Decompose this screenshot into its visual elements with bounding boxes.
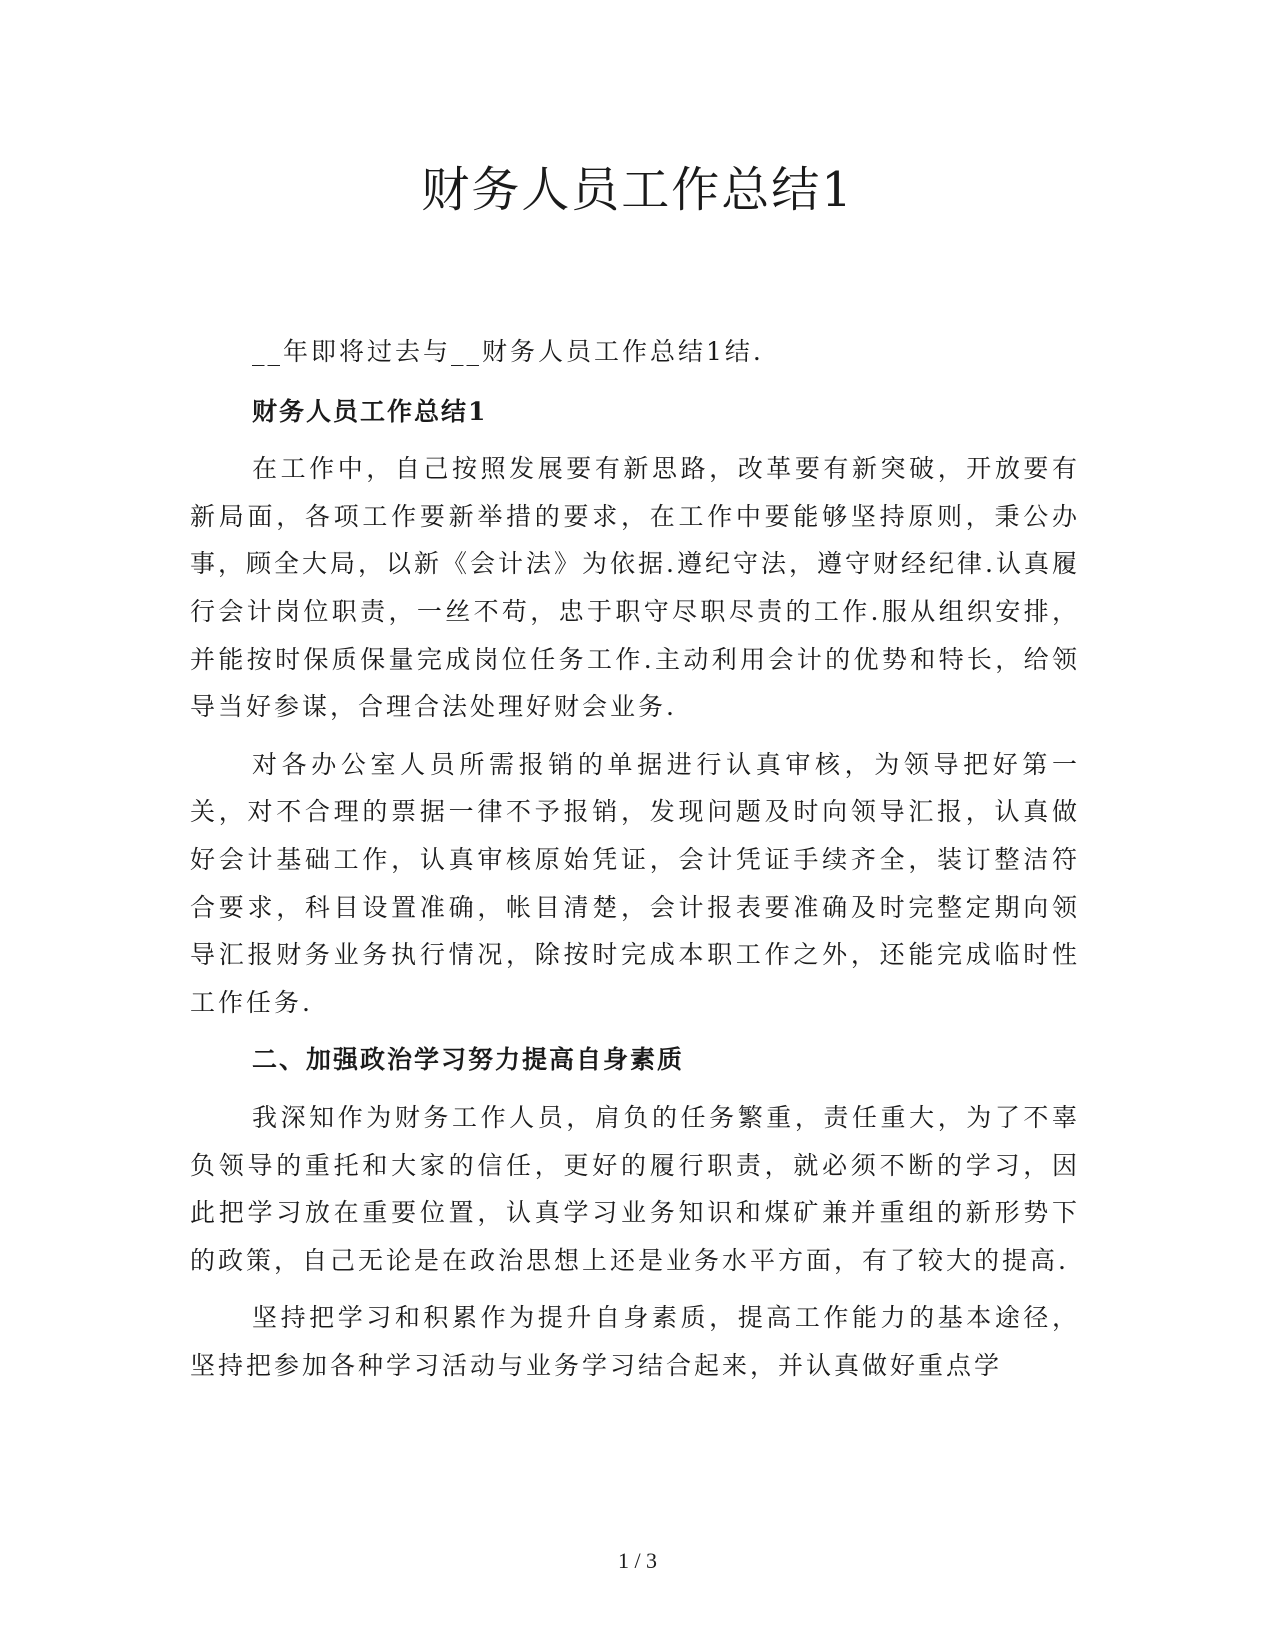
page-number: 1 / 3 [617,1548,658,1573]
body-paragraph-4: 坚持把学习和积累作为提升自身素质，提高工作能力的基本途径，坚持把参加各种学习活动与业务学习结合起来，并认真做好重点学 [190,1303,1080,1380]
body-paragraph-3: 我深知作为财务工作人员，肩负的任务繁重，责任重大，为了不辜负领导的重托和大家的信任，更好的履行职责，就必须不断的学习，因此把学习放在重要位置，认真学习业务知识和煤矿兼并重组的新形势下的政策，自己无论是在政治思想上还是业务水平方面，有了较大的提高. [190,1102,1080,1275]
intro-paragraph: __年即将过去与__财务人员工作总结1结. [252,337,764,366]
section-heading-2: 二、加强政治学习努力提高自身素质 [252,1045,685,1075]
body-paragraph-1: 在工作中，自己按照发展要有新思路，改革要有新突破，开放要有新局面，各项工作要新举措的要求，在工作中要能够坚持原则，秉公办事，顾全大局，以新《会计法》为依据.遵纪守法，遵守财经纪律.认真履行会计岗位职责，一丝不苟，忠于职守尽职尽责的工作.服从组织安排，并能按时保质保量完成岗位任务工作.主动利用会计的优势和特长，给领导当好参谋，合理合法处理好财会业务. [190,454,1080,722]
document-title: 财务人员工作总结1 [421,162,854,218]
body-paragraph-2: 对各办公室人员所需报销的单据进行认真审核，为领导把好第一关，对不合理的票据一律不予报销，发现问题及时向领导汇报，认真做好会计基础工作，认真审核原始凭证，会计凭证手续齐全，装订整洁符合要求，科目设置准确，帐目清楚，会计报表要准确及时完整定期向领导汇报财务业务执行情况，除按时完成本职工作之外，还能完成临时性工作任务. [190,749,1080,1017]
document-body [190,328,1080,1389]
section-heading-1: 财务人员工作总结1 [252,396,488,426]
